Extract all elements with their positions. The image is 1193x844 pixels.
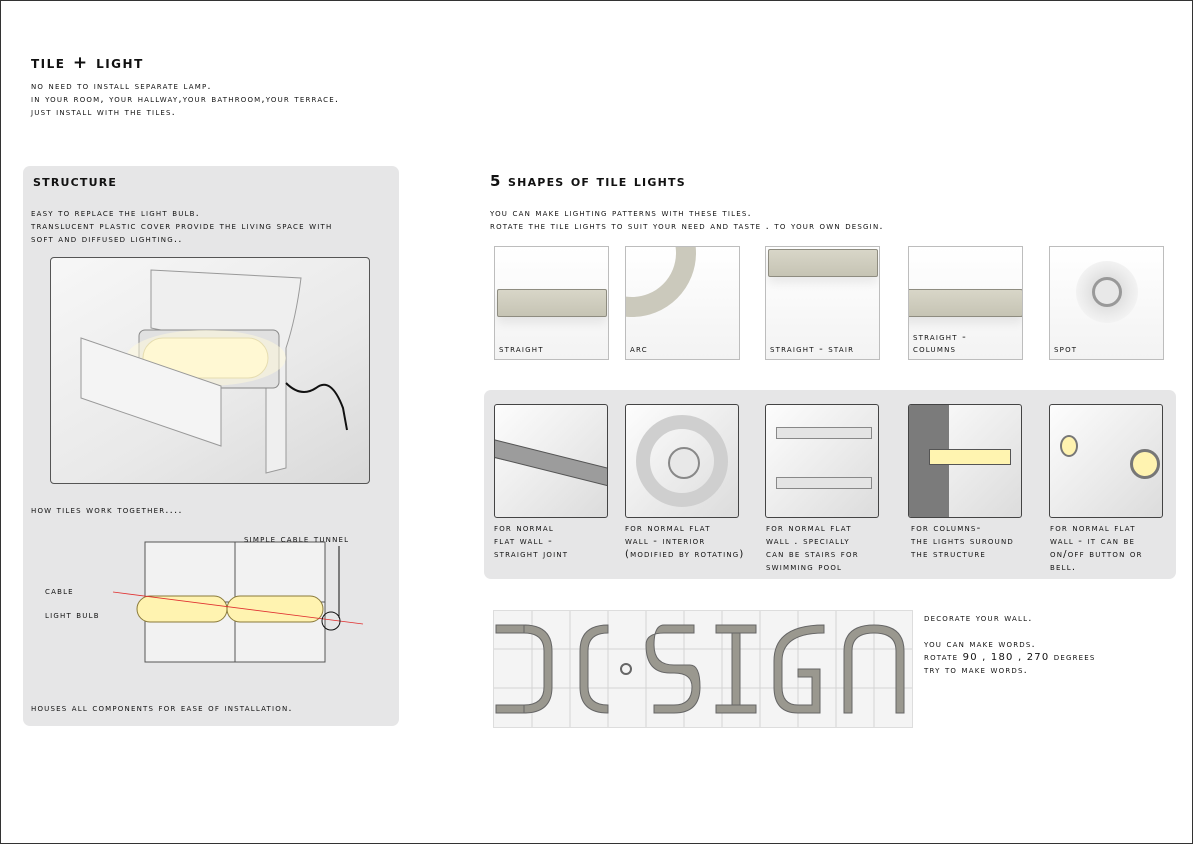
structure-footer: houses all components for ease of installation. <box>31 703 293 714</box>
shapes-heading: 5 shapes of tile lights <box>490 172 686 190</box>
structure-heading: structure <box>33 172 118 190</box>
page-title: tile + light <box>31 53 144 73</box>
shape-tile-spot <box>1049 246 1164 360</box>
usage-caption-line: flat wall - <box>494 536 553 547</box>
shape-label: straight <box>499 344 544 355</box>
usage-caption-line: for columns- <box>911 523 982 534</box>
usage-caption-line: can be stairs for <box>766 549 859 560</box>
usage-caption <box>494 522 568 561</box>
shape-label: straight - stair <box>770 344 855 355</box>
design-wall-image <box>493 610 913 728</box>
structure-desc-line: easy to replace the light bulb. <box>31 208 201 219</box>
columns-lamp <box>908 289 1023 317</box>
design-note-line: try to make words. <box>924 665 1029 676</box>
shapes-description <box>490 207 884 233</box>
shape-label: arc <box>630 344 648 355</box>
usage-caption-line: swimming pool <box>766 562 843 573</box>
structure-panel <box>23 166 399 726</box>
shape-tile-straight-stair <box>765 246 880 360</box>
usage-panel <box>484 390 1176 579</box>
spacer <box>924 625 1096 638</box>
usage-caption-line: straight joint <box>494 549 569 560</box>
usage-caption-line: wall - interior <box>625 536 706 547</box>
design-note-line: decorate your wall. <box>924 613 1033 624</box>
shapes-desc-line: you can make lighting patterns with these tiles. <box>490 208 752 219</box>
usage-photo-straight-joint <box>494 404 608 518</box>
usage-caption <box>911 522 1014 561</box>
usage-caption <box>1050 522 1143 574</box>
intro-line: just install with the tiles. <box>31 107 177 118</box>
straight-lamp <box>497 289 607 317</box>
structure-desc-line: translucent plastic cover provide the living space with <box>31 221 333 232</box>
light-bulb-label: light bulb <box>45 610 100 621</box>
cable-tunnel-label: simple cable tunnel <box>244 534 350 545</box>
usage-photo-columns <box>908 404 1022 518</box>
usage-caption <box>766 522 859 574</box>
design-word-graphic <box>494 611 912 727</box>
usage-photo-spot <box>1049 404 1163 518</box>
shape-tile-arc <box>625 246 740 360</box>
design-note-line: you can make words. <box>924 639 1036 650</box>
shape-tile-straight-columns <box>908 246 1023 360</box>
usage-caption-line: wall - it can be <box>1050 536 1136 547</box>
stair-lamp <box>768 249 878 277</box>
usage-caption-line: (modified by rotating) <box>625 549 745 560</box>
tile-assembly-diagram <box>93 526 373 666</box>
usage-caption <box>625 522 745 561</box>
usage-lamp <box>494 438 608 490</box>
structure-render-image <box>50 257 370 484</box>
intro-line: no need to install separate lamp. <box>31 81 212 92</box>
usage-caption-line: the structure <box>911 549 987 560</box>
usage-caption-line: the lights suround <box>911 536 1014 547</box>
usage-spot <box>1060 435 1078 457</box>
tile-diagram <box>93 526 373 666</box>
spot-lamp <box>1092 277 1122 307</box>
tile-light-render <box>51 258 369 483</box>
structure-desc-line: soft and diffused lighting.. <box>31 234 183 245</box>
usage-caption-line: for normal flat <box>766 523 852 534</box>
usage-caption-line: wall . specially <box>766 536 850 547</box>
usage-caption-line: bell. <box>1050 562 1077 573</box>
how-tiles-label: how tiles work together.... <box>31 505 183 516</box>
usage-caption-line: on/off button or <box>1050 549 1143 560</box>
shape-label: straight - columns <box>913 332 967 355</box>
structure-description <box>31 207 332 246</box>
design-note-line: rotate 90 , 180 , 270 degrees <box>924 652 1096 663</box>
cable-label: cable <box>45 586 74 597</box>
shapes-desc-line: rotate the tile lights to suit your need and taste . to your own desgin. <box>490 221 884 232</box>
usage-caption-line: for normal <box>494 523 554 534</box>
usage-photo-stairs <box>765 404 879 518</box>
usage-photo-interior <box>625 404 739 518</box>
usage-center <box>668 447 700 479</box>
shape-tile-straight <box>494 246 609 360</box>
usage-lamp <box>776 477 872 489</box>
shape-label: spot <box>1054 344 1078 355</box>
usage-caption-line: for normal flat <box>625 523 711 534</box>
intro-text <box>31 80 339 119</box>
arc-lamp <box>625 246 696 317</box>
usage-lamp <box>929 449 1011 465</box>
usage-spot <box>1130 449 1160 479</box>
usage-caption-line: for normal flat <box>1050 523 1136 534</box>
design-notes <box>924 612 1096 677</box>
usage-lamp <box>776 427 872 439</box>
intro-line: in your room, your hallway,your bathroom,your terrace. <box>31 94 340 105</box>
